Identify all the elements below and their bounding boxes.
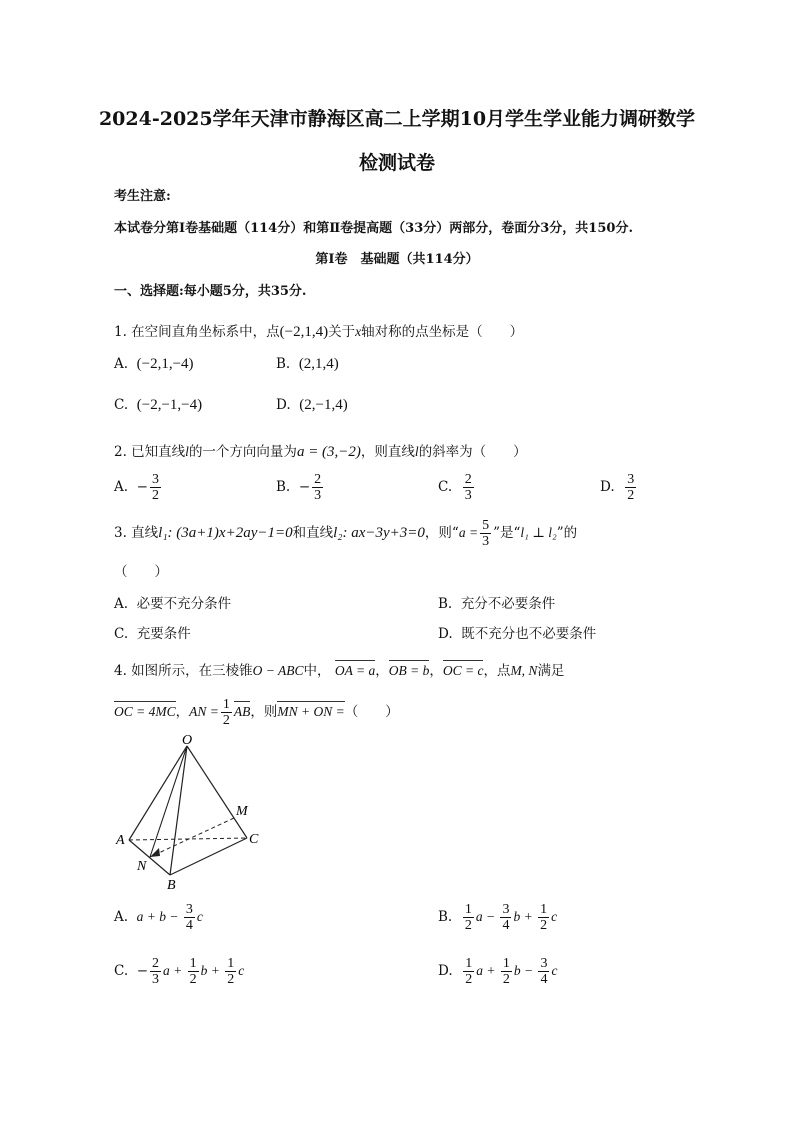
q2-option-a[interactable]: A. − $\frac{3}{2}$ <box>114 472 159 503</box>
label-o: O <box>182 733 193 748</box>
label-n: N <box>137 859 147 874</box>
q1-option-a[interactable]: A. (−2,1,−4) <box>114 356 194 372</box>
segment-mn <box>150 818 234 857</box>
q3-option-c[interactable]: C. 充要条件 <box>114 626 191 642</box>
q4-cond1: OC = 4MC <box>114 704 176 719</box>
q4-conditions: OC = 4MC，AN = $\frac{1}{2}$ AB，则MN + ON =（ ） <box>114 697 399 728</box>
q1-stem-text2: 关于 <box>328 324 356 340</box>
q4-stem: 4. 如图所示，在三棱锥O − ABC中， OA = a，OB = b，OC = c，点M, N满足 <box>114 663 565 679</box>
label-c: C <box>249 832 259 847</box>
q2-line-l: l <box>185 444 189 459</box>
q4-option-b[interactable]: B. $\frac{1}{2}$ a − $\frac{3}{4}$ b + $\frac{1}{2}$ c <box>438 902 558 933</box>
q4-option-c[interactable]: C. − $\frac{2}{3}$ a + $\frac{1}{2}$ b + $\frac{1}{2}$ c <box>114 956 245 987</box>
q3-stem: 3. 直线l₁: (3a+1)x+2ay−1=0和直线l₂: ax−3y+3=0，则“a = $\frac{5}{3}$ ”是“l₁ ⊥ l₂”的 <box>114 518 578 549</box>
q3-line-l2: l₂: ax−3y+3=0 <box>333 525 425 541</box>
q1-option-d[interactable]: D. (2,−1,4) <box>276 397 348 413</box>
edge-ob <box>170 746 187 875</box>
q1-axis: x <box>355 324 362 339</box>
q4-vector-oa: OA = a <box>334 663 376 678</box>
q3-option-a[interactable]: A. 必要不充分条件 <box>114 596 232 612</box>
part1-title: 第Ⅰ卷 基础题（共114分） <box>315 252 479 267</box>
q4-expression: MN + ON = <box>277 704 345 719</box>
q2-option-d[interactable]: D. $\frac{3}{2}$ <box>600 472 635 503</box>
q1-stem <box>114 320 523 341</box>
edge-bc <box>170 838 247 875</box>
edge-oa <box>129 746 187 840</box>
section1-title: 一、选择题:每小题5分，共35分. <box>114 284 307 299</box>
q1-stem-text3: 轴对称的点坐标是（ ） <box>361 324 524 340</box>
q4-vector-oc: OC = c <box>442 663 484 678</box>
q3-blank: （ ） <box>114 564 168 580</box>
q4-pyramid: O − ABC <box>252 663 304 678</box>
q3-line-l1: l₁: (3a+1)x+2ay−1=0 <box>158 525 293 541</box>
notice-label: 考生注意: <box>114 189 171 204</box>
label-b: B <box>167 878 176 893</box>
q2-option-c[interactable]: C. $\frac{2}{3}$ <box>438 472 472 503</box>
q3-perp: l₁ ⊥ l₂ <box>520 525 557 540</box>
q1-stem-text: 1. 在空间直角坐标系中，点 <box>114 324 280 340</box>
q2-direction-vector: a = (3,−2) <box>296 444 361 460</box>
q2-option-b[interactable]: B. − $\frac{2}{3}$ <box>276 472 322 503</box>
q3-option-b[interactable]: B. 充分不必要条件 <box>438 596 556 612</box>
q4-vector-ob: OB = b <box>388 663 430 678</box>
edge-ab <box>129 840 170 875</box>
q4-option-d[interactable]: D. $\frac{1}{2}$ a + $\frac{1}{2}$ b − $\frac{3}{4}$ c <box>438 956 558 987</box>
segment-on <box>150 746 187 857</box>
pyramid-figure <box>110 730 280 895</box>
label-m: M <box>236 804 248 819</box>
exam-title-line2: 检测试卷 <box>358 152 435 174</box>
edge-oc <box>187 746 247 838</box>
q1-option-b[interactable]: B. (2,1,4) <box>276 356 339 372</box>
q3-option-d[interactable]: D. 既不充分也不必要条件 <box>438 626 597 642</box>
q1-option-c[interactable]: C. (−2,−1,−4) <box>114 397 203 413</box>
q1-point: (−2,1,4) <box>279 324 329 340</box>
notice-text: 本试卷分第Ⅰ卷基础题（114分）和第Ⅱ卷提高题（33分）两部分，卷面分3分，共150分. <box>114 221 633 236</box>
exam-title-line1: 2024-2025学年天津市静海区高二上学期10月学生学业能力调研数学 <box>98 108 696 130</box>
q2-stem: 2. 已知直线l的一个方向向量为a = (3,−2)，则直线l的斜率为（ ） <box>114 444 527 460</box>
label-a: A <box>116 833 125 848</box>
q4-option-a[interactable]: A. a + b − $\frac{3}{4}$ c <box>114 902 203 933</box>
